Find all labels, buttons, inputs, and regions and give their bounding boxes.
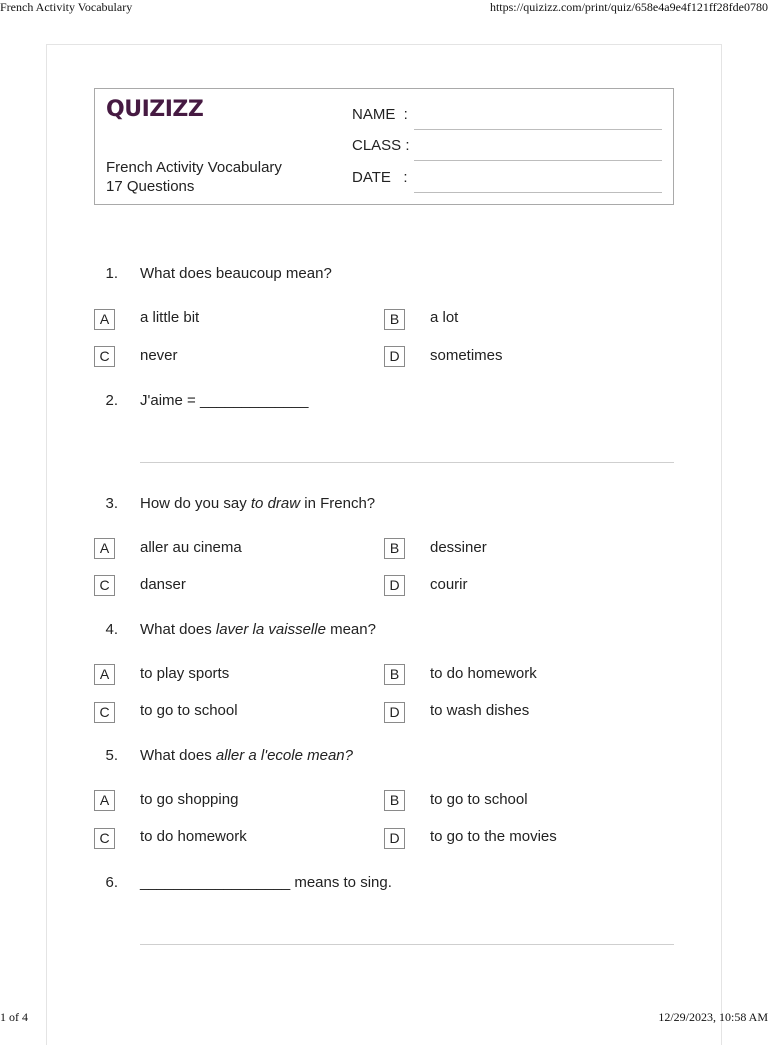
option-letter-box: D (384, 702, 405, 723)
option-letter-box: A (94, 790, 115, 811)
name-field (352, 104, 662, 128)
option-text: never (140, 347, 178, 364)
option-text: to go to the movies (430, 828, 557, 845)
class-field (352, 135, 662, 159)
option-text: sometimes (430, 347, 503, 364)
option-text: courir (430, 576, 468, 593)
print-title: French Activity Vocabulary (0, 0, 133, 14)
option-text: to do homework (140, 828, 247, 845)
answer-line[interactable] (140, 462, 674, 463)
quizizz-logo: QUIZIZZ (106, 97, 204, 122)
print-header (0, 0, 768, 16)
option-letter-box: A (94, 538, 115, 559)
option-text: a lot (430, 309, 459, 326)
option-text: to wash dishes (430, 702, 530, 719)
option-text: to go to school (430, 791, 528, 808)
question-text: What does laver la vaisselle mean? (140, 621, 376, 638)
option-letter-box: C (94, 575, 115, 596)
class-line[interactable] (414, 160, 662, 161)
option-text: to go shopping (140, 791, 239, 808)
quiz-header-box (94, 88, 674, 205)
question-text: What does aller a l'ecole mean? (140, 747, 353, 764)
answer-line[interactable] (140, 944, 674, 945)
option-letter-box: D (384, 828, 405, 849)
question-number: 2. (105, 392, 118, 409)
question-number: 6. (105, 874, 118, 891)
option-letter-box: D (384, 346, 405, 367)
option-letter-box: C (94, 702, 115, 723)
option-letter-box: C (94, 346, 115, 367)
name-line[interactable] (414, 129, 662, 130)
question-number: 4. (105, 621, 118, 638)
option-text: to go to school (140, 702, 238, 719)
question-number: 3. (105, 495, 118, 512)
option-letter-box: A (94, 309, 115, 330)
class-label: CLASS : (352, 137, 410, 154)
print-datetime: 12/29/2023, 10:58 AM (658, 1010, 768, 1024)
date-line[interactable] (414, 192, 662, 193)
option-letter-box: B (384, 790, 405, 811)
option-letter-box: D (384, 575, 405, 596)
date-field (352, 167, 662, 191)
option-letter-box: C (94, 828, 115, 849)
option-letter-box: A (94, 664, 115, 685)
option-text: danser (140, 576, 186, 593)
option-letter-box: B (384, 309, 405, 330)
option-text: aller au cinema (140, 539, 242, 556)
question-count: 17 Questions (106, 178, 195, 195)
quiz-title: French Activity Vocabulary (106, 159, 282, 176)
question-text: What does beaucoup mean? (140, 265, 332, 282)
question-number: 5. (105, 747, 118, 764)
question-number: 1. (105, 265, 118, 282)
option-text: a little bit (140, 309, 200, 326)
print-url: https://quizizz.com/print/quiz/658e4a9e4f121ff28fde0780 (489, 0, 768, 14)
name-label: NAME : (352, 106, 408, 123)
date-label: DATE : (352, 169, 408, 186)
option-text: to play sports (140, 665, 230, 682)
question-text: J'aime = _____________ (140, 392, 309, 409)
page-indicator: 1 of 4 (0, 1010, 28, 1024)
option-text: dessiner (430, 539, 487, 556)
question-text: __________________ means to sing. (140, 874, 392, 891)
question-text: How do you say to draw in French? (140, 495, 376, 512)
option-letter-box: B (384, 664, 405, 685)
option-letter-box: B (384, 538, 405, 559)
option-text: to do homework (430, 665, 537, 682)
